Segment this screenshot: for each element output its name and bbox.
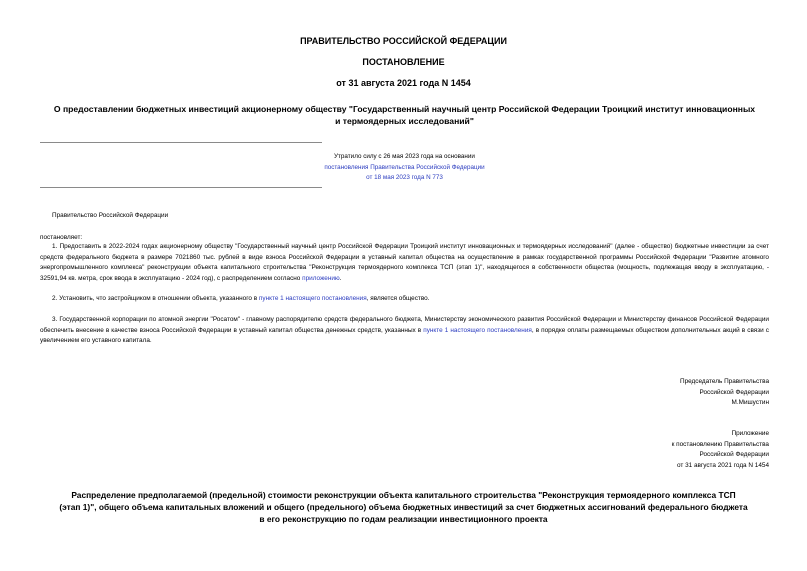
status-note-link-date[interactable]: от 18 мая 2023 года N 773 (366, 174, 443, 182)
document-title (38, 104, 771, 127)
appendix-label: Приложение (731, 430, 769, 437)
paragraph-3-text: 3. Государственной корпорации по атомной энергии "Росатом" - главному распорядителю средств федерального бюджета, Министерству экономического развития Российской Федерации и Министерству финансов Российской Федерации обеспечить внесение в качестве взноса Российской Федерации в уставный капитал общества денежных средств, указанных в (40, 316, 769, 334)
government-name: ПРАВИТЕЛЬСТВО РОССИЙСКОЙ ФЕДЕРАЦИИ (300, 36, 507, 46)
status-note-link-resolution[interactable]: постановления Правительства Российской Федерации (324, 163, 485, 171)
paragraph-1-end: . (339, 274, 342, 282)
paragraph-3-end: , в порядке оплаты размещаемых обществом дополнительных акций в связи с увеличением его уставного капитала. (40, 326, 769, 344)
document-title-line1: О предоставлении бюджетных инвестиций акционерному обществу "Государственный научный центр Российской Федерации Троицкий институт инновационных (53, 104, 756, 114)
status-note-text: Утратило силу с 26 мая 2023 года на основании (334, 153, 475, 160)
appendix-title-line3: в его реконструкцию по годам реализации инвестиционного проекта (259, 514, 548, 524)
appendix-title (30, 489, 777, 525)
signature-block (680, 377, 769, 409)
document-title-line2: и термоядерных исследований" (335, 115, 474, 126)
appendix-date: от 31 августа 2021 года N 1454 (676, 461, 769, 469)
paragraph-2 (40, 294, 769, 305)
paragraph-1 (40, 242, 769, 284)
divider-top (40, 142, 322, 143)
signature-title: Председатель Правительства (680, 378, 769, 385)
paragraph-3 (40, 315, 769, 347)
appendix-block (672, 429, 769, 471)
signature-name: М.Мишустин (731, 399, 769, 407)
appendix-title-line2: (этап 1)", общего объема капитальных вложений и общего (предельного) объема бюджетных инвестиций за счет бюджетных ассигнований федерального бюджета (59, 502, 748, 512)
paragraph-3-link[interactable]: пункте 1 настоящего постановления (423, 326, 532, 334)
resolves-word: постановляет: (40, 234, 83, 241)
paragraph-2-end: , является общество. (366, 295, 430, 302)
paragraph-2-link[interactable]: пункте 1 настоящего постановления (258, 295, 367, 302)
paragraph-2-text: 2. Установить, что застройщиком в отношении объекта, указанного в (52, 295, 259, 302)
status-note (40, 152, 769, 184)
document-type: ПОСТАНОВЛЕНИЕ (362, 57, 445, 67)
issuer: Правительство Российской Федерации (52, 212, 169, 219)
paragraph-1-text: 1. Предоставить в 2022-2024 годах акционерному обществу "Государственный научный центр Российской Федерации Троицкий институт инновационных и термоядерных исследований" (далее - общество) бюджетные инвестиции за счет средств федерального бюджета в размере 7021860 тыс. рублей в виде взноса Российской Федерации в уставный капитал общества на осуществление в рамках государственной программы Российской Федерации "Развитие атомного энергопромышленного комплекса" реконструкции объекта капитального строительства "Реконструкция термоядерного комплекса ТСП (этап 1)", находящегося в собственности общества (мощность, подлежащая вводу в эксплуатацию, - 32591,94 кв. метра, срок ввода в эксплуатацию - 2024 год), с распределением согласно (40, 243, 769, 282)
document-date-number: от 31 августа 2021 года N 1454 (336, 78, 471, 88)
appendix-title-line1: Распределение предполагаемой (предельной) стоимости реконструкции объекта капитального строительства "Реконструкция термоядерного комплекса ТСП (71, 490, 736, 500)
divider-bottom (40, 187, 322, 188)
appendix-ref: к постановлению Правительства (671, 440, 769, 448)
appendix-link[interactable]: приложению (302, 274, 340, 282)
appendix-org: Российской Федерации (699, 451, 769, 459)
signature-org: Российской Федерации (699, 388, 769, 396)
